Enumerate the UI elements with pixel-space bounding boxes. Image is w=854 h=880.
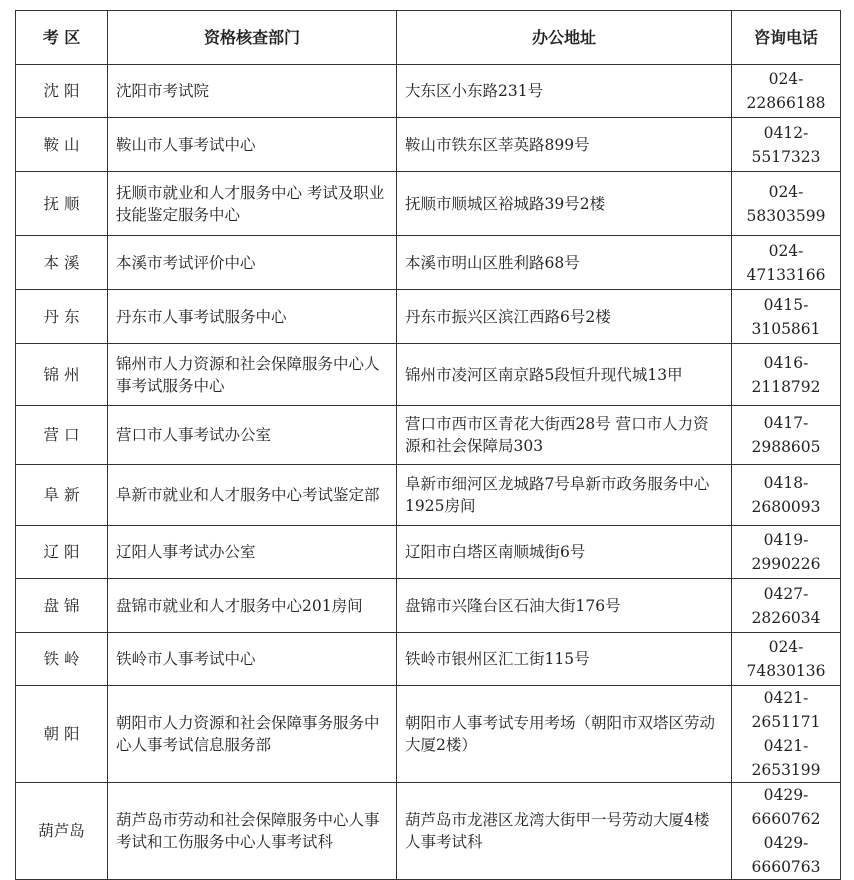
phone-cell	[732, 290, 841, 344]
phone-cell	[732, 465, 841, 526]
district-cell: 铁 岭	[16, 633, 108, 686]
address-cell: 丹东市振兴区滨江西路6号2楼	[397, 290, 732, 344]
phone-number: 0418-2680093	[751, 474, 821, 516]
phone-number: 0417-2988605	[751, 414, 821, 456]
phone-cell	[732, 172, 841, 236]
phone-cell	[732, 65, 841, 118]
phone-number: 0421-2653199	[751, 737, 821, 779]
table-row	[16, 344, 841, 406]
table-row	[16, 290, 841, 344]
address-cell: 辽阳市白塔区南顺城街6号	[397, 526, 732, 579]
phone-cell	[732, 686, 841, 783]
department-cell: 铁岭市人事考试中心	[108, 633, 397, 686]
district-cell: 沈 阳	[16, 65, 108, 118]
department-cell: 锦州市人力资源和社会保障服务中心人事考试服务中心	[108, 344, 397, 406]
phone-number: 0421-2651171	[751, 689, 821, 731]
phone-cell	[732, 633, 841, 686]
address-cell: 阜新市细河区龙城路7号阜新市政务服务中心1925房间	[397, 465, 732, 526]
table-header-row	[16, 11, 841, 65]
phone-number: 024-22866188	[746, 70, 826, 112]
department-cell: 葫芦岛市劳动和社会保障服务中心人事考试和工伤服务中心人事考试科	[108, 783, 397, 880]
table-row	[16, 236, 841, 290]
table-row	[16, 526, 841, 579]
header-district: 考 区	[16, 11, 108, 65]
table-row	[16, 579, 841, 633]
table-row	[16, 65, 841, 118]
district-cell: 葫芦岛	[16, 783, 108, 880]
header-phone: 咨询电话	[732, 11, 841, 65]
phone-number: 0419-2990226	[751, 531, 821, 573]
table-row	[16, 465, 841, 526]
table-row	[16, 633, 841, 686]
exam-office-table	[15, 10, 841, 880]
phone-cell	[732, 236, 841, 290]
district-cell: 鞍 山	[16, 118, 108, 172]
phone-cell	[732, 579, 841, 633]
phone-number: 0427-2826034	[751, 584, 821, 627]
department-cell: 盘锦市就业和人才服务中心201房间	[108, 579, 397, 633]
phone-cell	[732, 118, 841, 172]
phone-number: 024-74830136	[746, 638, 826, 680]
phone-number: 024-47133166	[746, 241, 826, 284]
address-cell: 盘锦市兴隆台区石油大街176号	[397, 579, 732, 633]
department-cell: 辽阳人事考试办公室	[108, 526, 397, 579]
department-cell: 丹东市人事考试服务中心	[108, 290, 397, 344]
department-cell: 朝阳市人力资源和社会保障事务服务中心人事考试信息服务部	[108, 686, 397, 783]
phone-number: 0415-3105861	[751, 295, 821, 338]
phone-number: 0429-6660763	[751, 834, 821, 876]
address-cell: 营口市西市区青花大街西28号 营口市人力资源和社会保障局303	[397, 406, 732, 465]
district-cell: 锦 州	[16, 344, 108, 406]
table-row	[16, 406, 841, 465]
address-cell: 本溪市明山区胜利路68号	[397, 236, 732, 290]
address-cell: 葫芦岛市龙港区龙湾大街甲一号劳动大厦4楼人事考试科	[397, 783, 732, 880]
department-cell: 营口市人事考试办公室	[108, 406, 397, 465]
district-cell: 抚 顺	[16, 172, 108, 236]
district-cell: 阜 新	[16, 465, 108, 526]
department-cell: 抚顺市就业和人才服务中心 考试及职业技能鉴定服务中心	[108, 172, 397, 236]
address-cell: 鞍山市铁东区莘英路899号	[397, 118, 732, 172]
table-row	[16, 686, 841, 783]
header-address: 办公地址	[397, 11, 732, 65]
phone-cell	[732, 526, 841, 579]
table-row	[16, 118, 841, 172]
table-body	[16, 65, 841, 880]
department-cell: 沈阳市考试院	[108, 65, 397, 118]
phone-number: 0416-2118792	[751, 353, 821, 396]
address-cell: 铁岭市银州区汇工街115号	[397, 633, 732, 686]
address-cell: 朝阳市人事考试专用考场（朝阳市双塔区劳动大厦2楼）	[397, 686, 732, 783]
table-row	[16, 783, 841, 880]
department-cell: 鞍山市人事考试中心	[108, 118, 397, 172]
department-cell: 阜新市就业和人才服务中心考试鉴定部	[108, 465, 397, 526]
department-cell: 本溪市考试评价中心	[108, 236, 397, 290]
district-cell: 朝 阳	[16, 686, 108, 783]
phone-cell	[732, 783, 841, 880]
phone-cell	[732, 344, 841, 406]
address-cell: 锦州市凌河区南京路5段恒升现代城13甲	[397, 344, 732, 406]
phone-number: 0412-5517323	[751, 123, 821, 166]
address-cell: 大东区小东路231号	[397, 65, 732, 118]
header-department: 资格核查部门	[108, 11, 397, 65]
address-cell: 抚顺市顺城区裕城路39号2楼	[397, 172, 732, 236]
phone-cell	[732, 406, 841, 465]
table-row	[16, 172, 841, 236]
district-cell: 丹 东	[16, 290, 108, 344]
phone-number: 0429-6660762	[751, 786, 821, 828]
district-cell: 营 口	[16, 406, 108, 465]
district-cell: 辽 阳	[16, 526, 108, 579]
phone-number: 024-58303599	[746, 182, 826, 225]
district-cell: 本 溪	[16, 236, 108, 290]
district-cell: 盘 锦	[16, 579, 108, 633]
